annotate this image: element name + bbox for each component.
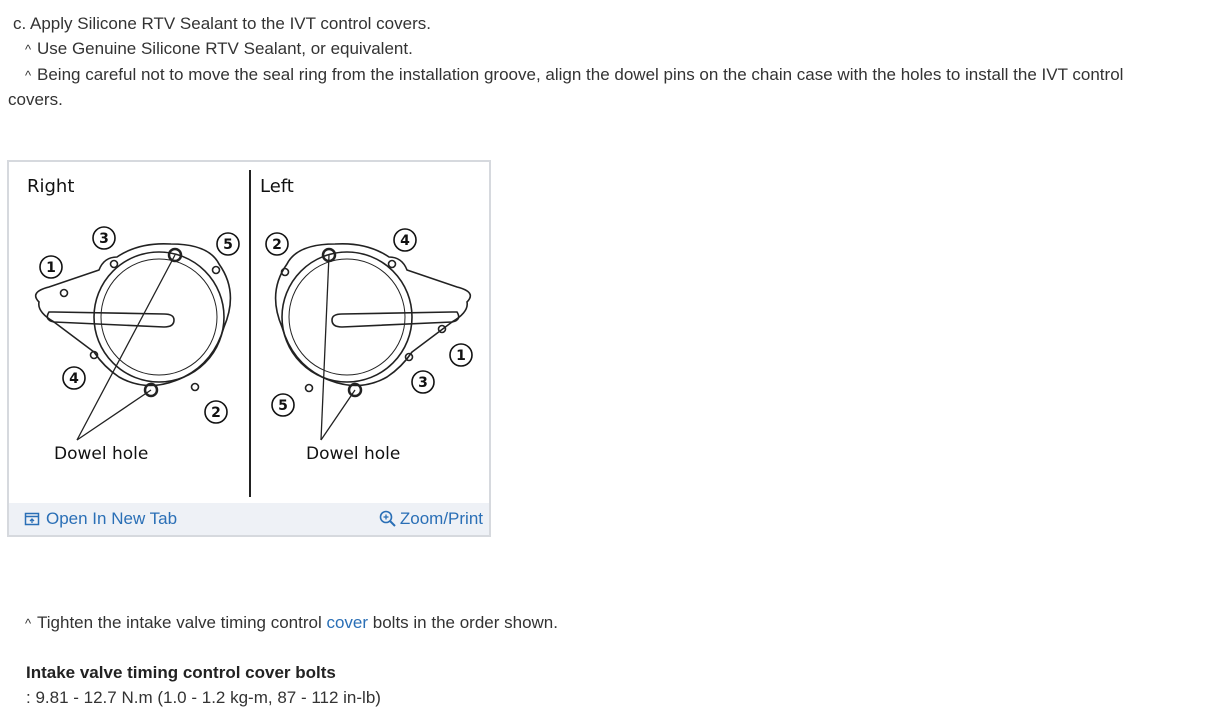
dowel-hole-label-left: Dowel hole <box>306 444 401 464</box>
caret-icon: ^ <box>25 42 32 57</box>
svg-text:1: 1 <box>46 260 56 276</box>
bullet-text: Use Genuine Silicone RTV Sealant, or equivalent. <box>37 39 413 58</box>
right-bolt-numbers <box>40 227 239 423</box>
bullet-genuine-sealant <box>25 38 413 61</box>
zoom-icon <box>379 510 397 528</box>
open-in-new-tab-link[interactable] <box>24 509 177 529</box>
svg-text:3: 3 <box>418 375 428 391</box>
cover-link[interactable]: cover <box>326 613 369 632</box>
svg-text:4: 4 <box>400 233 410 249</box>
bullet-text-before: Tighten the intake valve timing control <box>37 613 327 632</box>
bullet-align-dowel-cont: covers. <box>8 90 63 109</box>
svg-text:5: 5 <box>278 398 288 414</box>
spec-value: : 9.81 - 12.7 N.m (1.0 - 1.2 kg-m, 87 - 112 in-lb) <box>26 688 381 707</box>
left-cover <box>276 244 471 440</box>
dowel-hole-label-right: Dowel hole <box>54 444 149 464</box>
bullet-align-dowel <box>25 64 1123 87</box>
svg-text:5: 5 <box>223 237 233 253</box>
zoom-print-label: Zoom/Print <box>399 509 483 528</box>
left-label: Left <box>260 176 294 197</box>
figure-toolbar <box>9 503 489 535</box>
svg-text:1: 1 <box>456 348 466 364</box>
open-in-new-tab-label: Open In New Tab <box>46 509 178 528</box>
open-new-tab-icon <box>24 511 40 527</box>
right-label: Right <box>27 176 75 197</box>
caret-icon: ^ <box>25 616 32 631</box>
caret-icon: ^ <box>25 68 32 83</box>
bullet-text: Being careful not to move the seal ring from the installation groove, align the dowel pins on the chain case with the holes to install the IVT control <box>37 65 1124 84</box>
bullet-text-after: bolts in the order shown. <box>368 613 558 632</box>
svg-text:4: 4 <box>69 371 79 387</box>
svg-text:3: 3 <box>99 231 109 247</box>
diagram-figure <box>7 160 491 537</box>
zoom-print-link[interactable] <box>379 509 483 529</box>
ivt-cover-diagram <box>9 162 489 502</box>
spec-title: Intake valve timing control cover bolts <box>26 663 336 682</box>
right-cover <box>36 244 231 440</box>
step-c-text: c. Apply Silicone RTV Sealant to the IVT control covers. <box>13 14 431 33</box>
bullet-tighten-bolts <box>25 612 558 635</box>
svg-text:2: 2 <box>272 237 282 253</box>
svg-text:2: 2 <box>211 405 221 421</box>
